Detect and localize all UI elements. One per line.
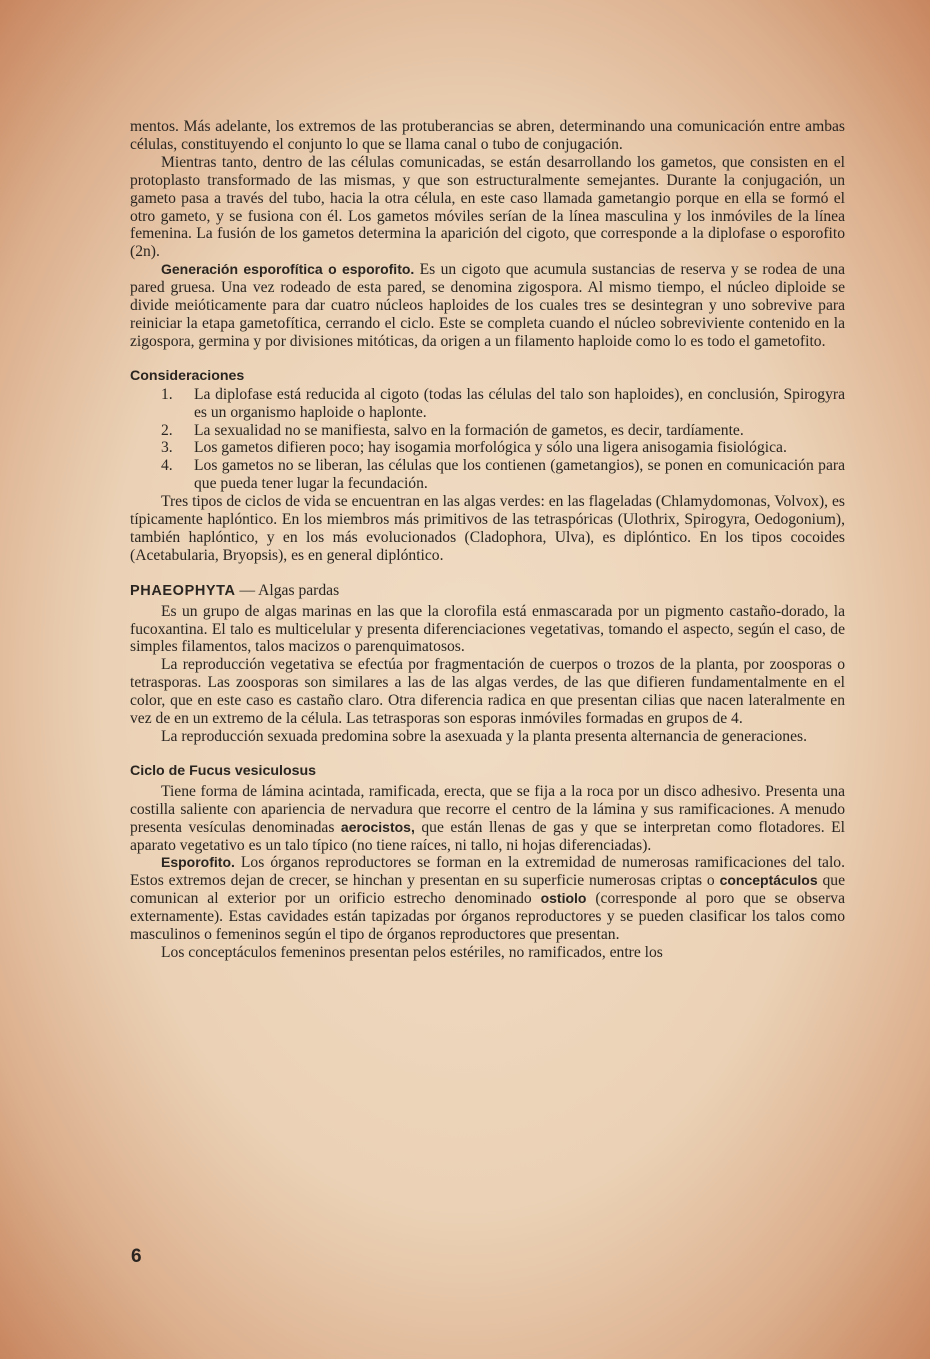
- list-item: [130, 422, 845, 440]
- paragraph-reproduccion-vegetativa: La reproducción vegetativa se efectúa por fragmentación de cuerpos o trozos de la planta, por zoosporas o tetrasporas. Las zoosporas son similares a las de las algas verdes, de las que difieren fundamentalmente en el color, que en este caso es castaño claro. Otra diferencia radica en que presentan cilias que nacen lateralmente en vez de en un extremo de la célula. Las tetrasporas son esporas inmóviles formadas en grupos de 4.: [130, 656, 845, 728]
- heading-phaeophyta: [130, 582, 845, 601]
- term-ostiolo: ostiolo: [540, 890, 587, 907]
- paragraph-phaeophyta-intro: Es un grupo de algas marinas en las que la clorofila está enmascarada por un pigmento castaño-dorado, la fucoxantina. El talo es multicelular y presenta diferenciaciones vegetativas, tomando el aspecto, según el caso, de simples filamentos, talos macizos o parenquimatosos.: [130, 602, 845, 656]
- list-item-text: Los gametos no se liberan, las células que los contienen (gametangios), se ponen en comunicación para que pueda tener lugar la fecundación.: [194, 457, 845, 493]
- heading-ciclo-fucus: Ciclo de Fucus vesiculosus: [130, 762, 317, 779]
- heading-phaeophyta-rest: — Algas pardas: [235, 581, 340, 599]
- list-item-text: La sexualidad no se manifiesta, salvo en la formación de gametos, es decir, tardíamente.: [194, 421, 744, 439]
- heading-consideraciones: Consideraciones: [130, 367, 245, 384]
- page-number: 6: [131, 1246, 142, 1267]
- paragraph-ciclos-de-vida: Tres tipos de ciclos de vida se encuentran en las algas verdes: en las flageladas (Chlamydomonas, Volvox), es típicamente haplóntico. En los miembros más primitivos de las tetraspóricas (Ulothrix, Spirogyra, Oedogonium), también haplóntico, y en los más evolucionados (Cladophora, Ulva), es diplóntico. En los tipos cocoides (Acetabularia, Bryopsis), es en general diplóntico.: [130, 493, 845, 564]
- list-item-number: 3.: [161, 439, 173, 457]
- paragraph-reproduccion-sexuada: La reproducción sexuada predomina sobre la asexuada y la planta presenta alternancia de generaciones.: [161, 728, 807, 745]
- consideraciones-list: [130, 386, 845, 493]
- esporofito-text-mid: que comunican al exterior por un orificio estrecho denominado: [130, 872, 845, 908]
- generacion-text: Es un cigoto que acumula sustancias de reserva y se rodea de una pared gruesa. Una vez rodeado de esta pared, se denomina zigospora. Al mismo tiempo, el núcleo diploide se divide meióticamente para dar cuatro núcleos haploides de los cuales tres se desintegran y uno sobrevive para reiniciar la etapa gametofítica, cerrando el ciclo. Este se completa cuando el núcleo sobreviviente contenido en la zigospora, germina y por divisiones mitóticas, da origen a un filamento haploide como lo es todo el gametofito.: [130, 261, 845, 350]
- list-item-text: Los gametos difieren poco; hay isogamia morfológica y sólo una ligera anisogamia fisiológica.: [194, 439, 787, 457]
- list-item-text: La diplofase está reducida al cigoto (todas las células del talo son haploides), en conclusión, Spirogyra es un organismo haploide o haplonte.: [194, 385, 845, 421]
- paragraph-conceptaculos-femeninos: Los conceptáculos femeninos presentan pelos estériles, no ramificados, entre los: [161, 943, 663, 961]
- paragraph-fucus-forma: [130, 783, 845, 855]
- list-item: [130, 457, 845, 493]
- page-body: [130, 118, 845, 962]
- generacion-lead: Generación esporofítica o esporofito.: [161, 261, 415, 278]
- list-item-number: 4.: [161, 457, 173, 475]
- fucus-p1-text: Tiene forma de lámina acintada, ramificada, erecta, que se fija a la roca por un disco adhesivo. Presenta una costilla saliente con apariencia de nervadura que recorre el centro de la lámina y sus ramificaciones. A menudo presenta vesículas denominadas: [130, 782, 845, 836]
- heading-phaeophyta-latin: PHAEOPHYTA: [130, 582, 236, 599]
- esporofito-lead: Esporofito.: [161, 854, 235, 871]
- list-item-number: 1.: [161, 385, 173, 403]
- list-item: [130, 386, 845, 422]
- fucus-aerocistos: aerocistos,: [340, 818, 415, 835]
- fucus-p1-text-end: que están llenas de gas y que se interpretan como flotadores. El aparato vegetativo es un talo típico (no tiene raíces, ni tallo, ni hojas diferenciadas).: [130, 818, 845, 854]
- term-conceptaculos: conceptáculos: [719, 872, 818, 889]
- paragraph-gametos: Mientras tanto, dentro de las células comunicadas, se están desarrollando los gametos, que consisten en el protoplasto transformado de las mismas, y que son estructuralmente semejantes. Durante la conjugación, un gameto pasa a través del tubo, hacia la otra célula, en este caso llamada gametangio porque en ella se formó el otro gameto, y se fusiona con él. Los gametos móviles serían de la línea masculina y los inmóviles de la línea femenina. La fusión de los gametos determina la aparición del cigoto, que corresponde a la diplofase o esporofito (2n).: [130, 153, 845, 261]
- paragraph-generacion: [130, 261, 845, 351]
- esporofito-text-end: (corresponde al poro que se observa externamente). Estas cavidades están tapizadas por órganos reproductores y se pueden clasificar los talos como masculinos o femeninos según el tipo de órganos reproductores que presentan.: [130, 890, 846, 944]
- paragraph-continuation: mentos. Más adelante, los extremos de las protuberancias se abren, determinando una comunicación entre ambas células, constituyendo el conjunto lo que se llama canal o tubo de conjugación.: [130, 118, 845, 153]
- paragraph-esporofito: [130, 854, 845, 944]
- esporofito-text: Los órganos reproductores se forman en la extremidad de numerosas ramificaciones del talo. Estos extremos dejan de crecer, se hinchan y presentan en su superficie numerosas criptas o: [130, 854, 845, 890]
- list-item: [130, 439, 845, 457]
- list-item-number: 2.: [161, 421, 173, 439]
